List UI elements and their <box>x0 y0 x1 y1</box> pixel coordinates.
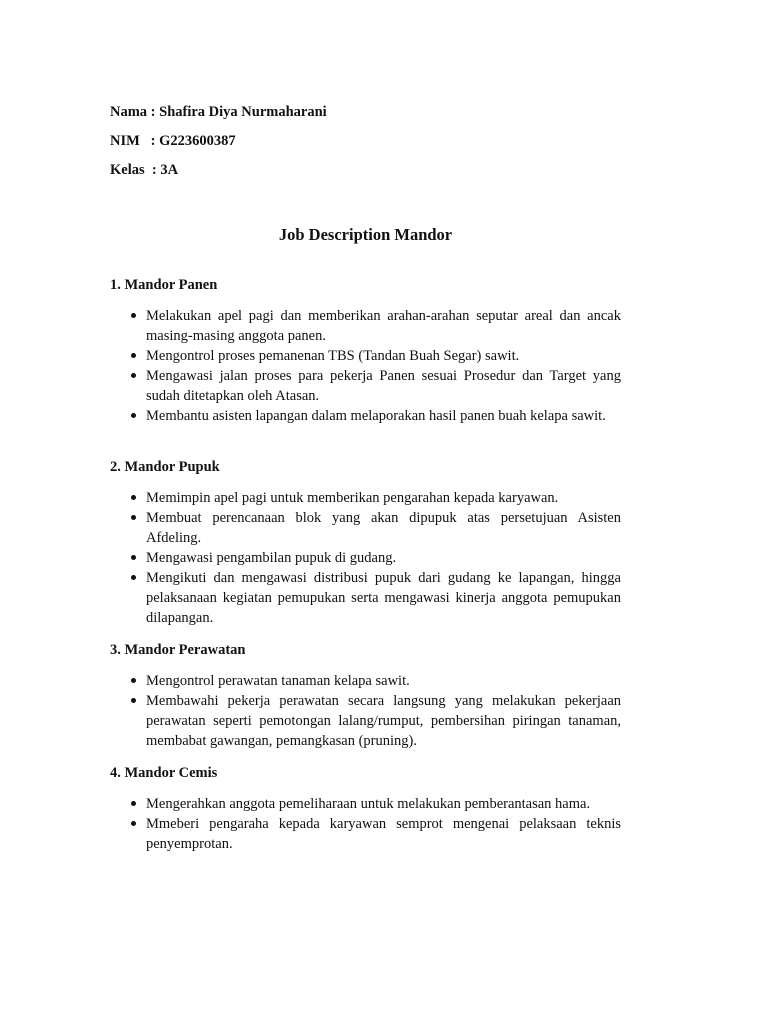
list-item-text: Mengikuti dan mengawasi distribusi pupuk dari gudang ke lapangan, hingga pelaksanaan kegiatan pemupukan serta mengawasi kinerja anggota pemupukan dilapangan. <box>146 570 621 626</box>
class-label: Kelas : <box>110 162 161 178</box>
bullet-list <box>110 794 621 854</box>
bullet-icon <box>131 698 136 703</box>
section-mandor-pupuk <box>110 458 621 628</box>
list-item <box>110 794 621 814</box>
list-item <box>110 488 621 508</box>
list-item-text: Membantu asisten lapangan dalam melaporakan hasil panen buah kelapa sawit. <box>146 408 606 424</box>
list-item-text: Melakukan apel pagi dan memberikan arahan-arahan seputar areal dan ancak masing-masing anggota panen. <box>146 308 621 344</box>
list-item-text: Mengerahkan anggota pemeliharaan untuk melakukan pemberantasan hama. <box>146 796 591 812</box>
document-title: Job Description Mandor <box>278 225 453 244</box>
bullet-icon <box>131 575 136 580</box>
list-item <box>110 814 621 854</box>
bullet-icon <box>131 495 136 500</box>
list-item <box>110 671 621 691</box>
section-heading: 1. Mandor Panen <box>110 277 218 293</box>
name-label: Nama : <box>110 104 160 120</box>
list-item <box>110 346 621 366</box>
list-item <box>110 366 621 406</box>
section-heading: 2. Mandor Pupuk <box>110 459 220 475</box>
list-item <box>110 406 621 426</box>
list-item <box>110 306 621 346</box>
list-item-text: Memimpin apel pagi untuk memberikan pengarahan kepada karyawan. <box>146 490 559 506</box>
list-item-text: Membuat perencanaan blok yang akan dipupuk atas persetujuan Asisten Afdeling. <box>146 510 621 546</box>
nim-label: NIM : <box>110 133 160 149</box>
section-mandor-cemis <box>110 764 621 854</box>
section-mandor-panen <box>110 276 621 426</box>
bullet-icon <box>131 373 136 378</box>
list-item-text: Mengawasi jalan proses para pekerja Panen sesuai Prosedur dan Target yang sudah ditetapkan oleh Atasan. <box>146 368 621 404</box>
list-item-text: Mengontrol perawatan tanaman kelapa sawit. <box>146 673 410 689</box>
section-heading: 4. Mandor Cemis <box>110 765 218 781</box>
list-item-text: Mengawasi pengambilan pupuk di gudang. <box>146 550 397 566</box>
student-name-line <box>110 103 327 121</box>
nim-value: G223600387 <box>159 133 236 149</box>
bullet-icon <box>131 801 136 806</box>
list-item-text: Membawahi pekerja perawatan secara langsung yang melakukan pekerjaan perawatan seperti pemotongan lalang/rumput, pembersihan piringan tanaman, membabat gawangan, pemangkasan (pruning). <box>146 693 621 749</box>
class-value: 3A <box>160 162 179 178</box>
section-mandor-perawatan <box>110 641 621 751</box>
bullet-icon <box>131 515 136 520</box>
list-item <box>110 691 621 751</box>
bullet-icon <box>131 413 136 418</box>
bullet-icon <box>131 313 136 318</box>
list-item-text: Mengontrol proses pemanenan TBS (Tandan Buah Segar) sawit. <box>146 348 520 364</box>
name-value: Shafira Diya Nurmaharani <box>159 104 327 120</box>
student-class-line <box>110 161 178 179</box>
section-heading: 3. Mandor Perawatan <box>110 642 246 658</box>
bullet-icon <box>131 555 136 560</box>
list-item <box>110 548 621 568</box>
bullet-icon <box>131 678 136 683</box>
list-item-text: Mmeberi pengaraha kepada karyawan semprot mengenai pelaksaan teknis penyemprotan. <box>146 816 621 852</box>
list-item <box>110 508 621 548</box>
bullet-list <box>110 488 621 628</box>
bullet-icon <box>131 821 136 826</box>
bullet-list <box>110 306 621 426</box>
bullet-list <box>110 671 621 751</box>
student-nim-line <box>110 132 236 150</box>
list-item <box>110 568 621 628</box>
bullet-icon <box>131 353 136 358</box>
